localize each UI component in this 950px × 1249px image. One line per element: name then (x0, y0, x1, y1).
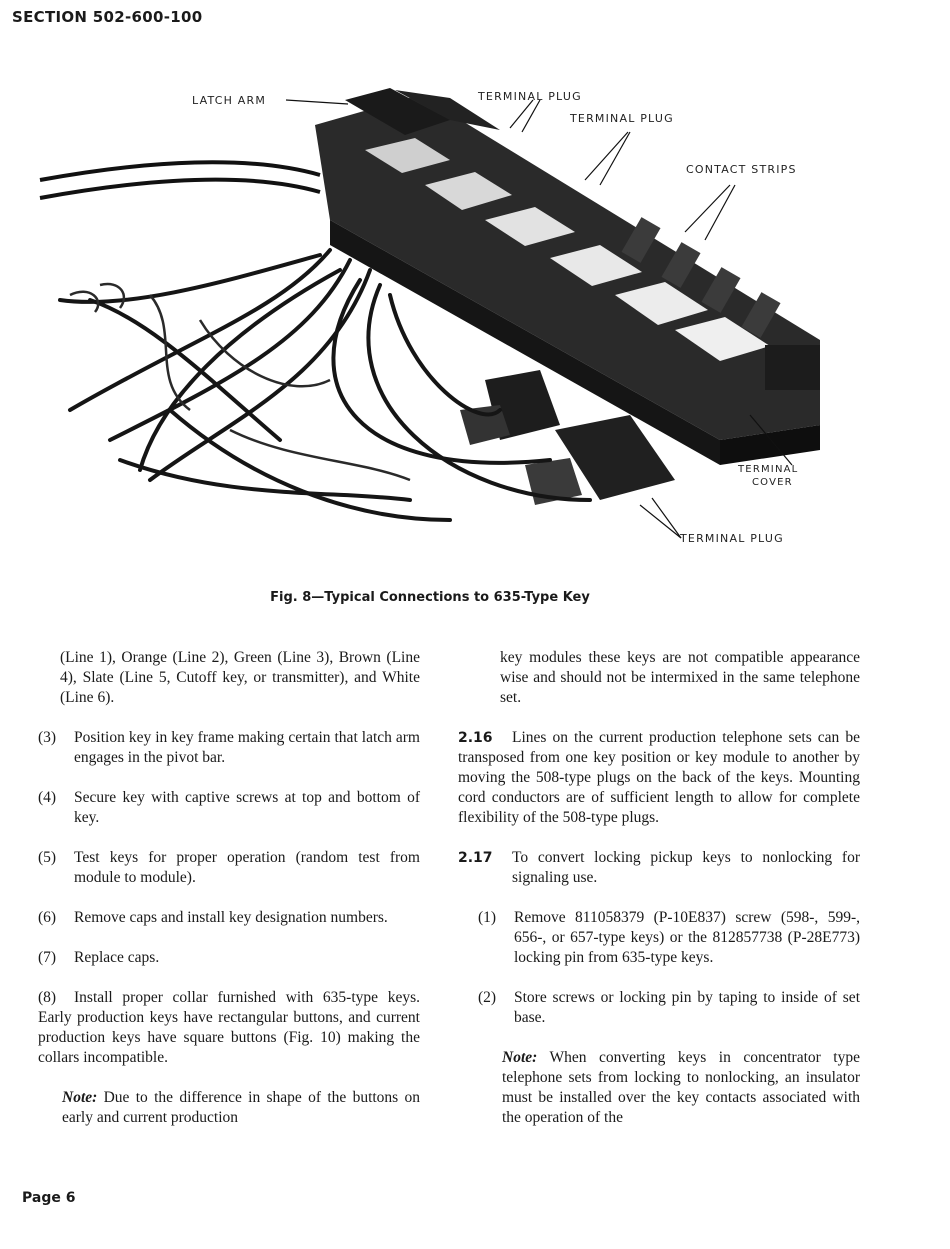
list-item: (7) Replace caps. (38, 949, 160, 966)
callout-terminal-plug-1: TERMINAL PLUG (478, 90, 582, 103)
callout-terminal-cover-line1: TERMINAL (738, 464, 799, 475)
note-label: Note: (502, 1049, 538, 1066)
list-item: (2) Store screws or locking pin by taping to inside of set base. (478, 989, 860, 1026)
section-header: SECTION 502-600-100 (12, 8, 203, 26)
figure-caption: Fig. 8—Typical Connections to 635-Type Key (270, 590, 590, 605)
list-item: (8) Install proper collar furnished with 635-type keys. Early production keys have rectangular buttons, and current production keys have square buttons (Fig. 10) making the collars incompatible. (38, 989, 420, 1066)
list-item: (5) Test keys for proper operation (random test from module to module). (38, 849, 420, 886)
callout-contact-strips: CONTACT STRIPS (686, 163, 797, 176)
callout-terminal-plug-3: TERMINAL PLUG (680, 532, 784, 545)
list-item: (6) Remove caps and install key designation numbers. (38, 909, 388, 926)
note-text: Due to the difference in shape of the buttons on early and current production (62, 1089, 421, 1126)
paragraph-number: 2.16 (458, 730, 493, 746)
list-item: (4) Secure key with captive screws at top and bottom of key. (38, 789, 420, 826)
callout-terminal-plug-2: TERMINAL PLUG (570, 112, 674, 125)
paragraph-2-17: 2.17 To convert locking pickup keys to nonlocking for signaling use. (458, 849, 860, 886)
list-item: (3) Position key in key frame making certain that latch arm engages in the pivot bar. (38, 729, 420, 766)
list-item: (1) Remove 811058379 (P-10E837) screw (598-, 599-, 656-, or 657-type keys) or the 812857738 (P-28E773) locking pin from 635-type keys. (478, 909, 860, 966)
left-column (38, 648, 420, 1148)
right-continuation-text: key modules these keys are not compatible appearance wise and should not be intermixed in the same telephone set. (500, 649, 860, 706)
callout-terminal-cover-line2: COVER (752, 477, 793, 488)
note-text: When converting keys in concentrator type telephone sets from locking to nonlocking, an insulator must be installed over the key contacts associated with the operation of the (502, 1049, 860, 1126)
key-assembly-illustration (30, 80, 830, 560)
left-note (38, 1088, 420, 1128)
paragraph-number: 2.17 (458, 850, 493, 866)
page-number: Page 6 (22, 1190, 76, 1206)
callout-latch-arm: LATCH ARM (192, 94, 267, 107)
note-label: Note: (62, 1089, 98, 1106)
right-note (458, 1048, 860, 1128)
paragraph-2-16: 2.16 Lines on the current production telephone sets can be transposed from one key position or key module to another by moving the 508-type plugs on the back of the keys. Mounting cord conductors are of sufficient length to allow for complete flexibility of the 508-type plugs. (458, 729, 860, 826)
figure-photo (30, 80, 830, 560)
right-column (458, 648, 860, 1148)
left-continuation-text: (Line 1), Orange (Line 2), Green (Line 3), Brown (Line 4), Slate (Line 5, Cutoff key, or transmitter), and White (Line 6). (60, 649, 420, 706)
